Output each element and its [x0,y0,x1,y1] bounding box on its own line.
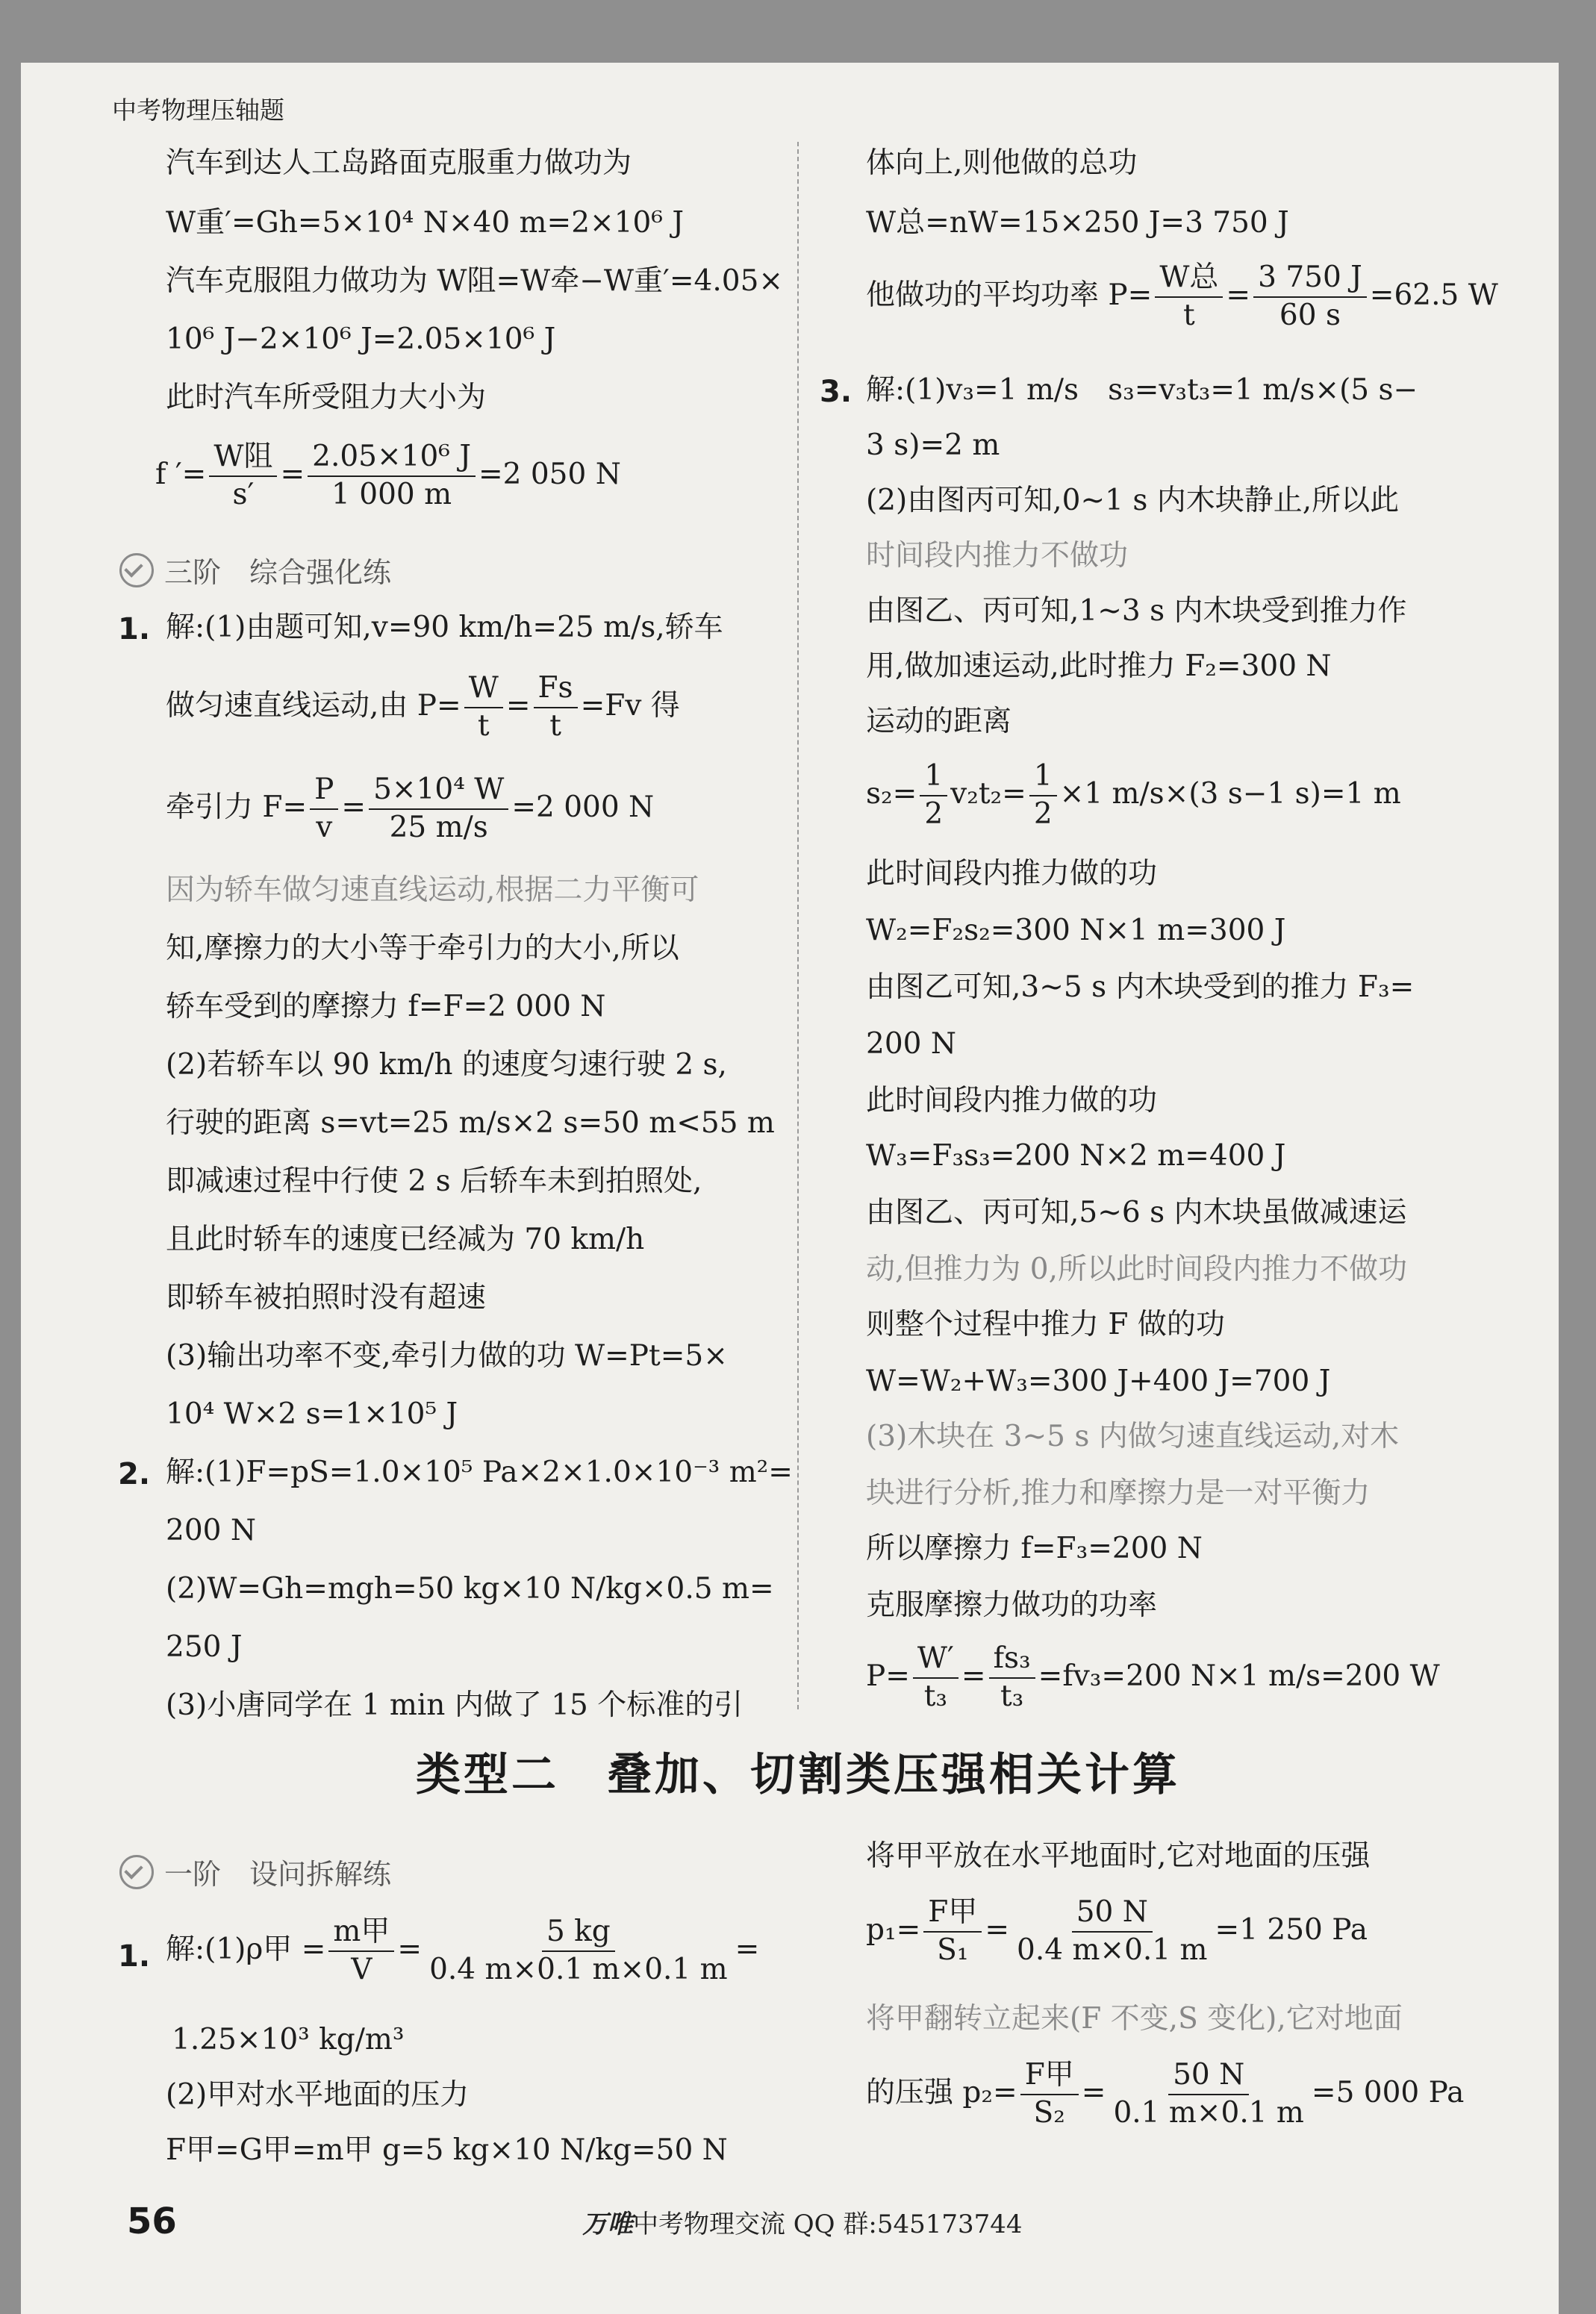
text-line: W=W₂+W₃=300 J+400 J=700 J [866,1365,1331,1398]
formula-line: f ′= $\frac{\text{W阻}}{s'}$ = $\frac{\text{2.05×10⁶ J}}{1 000 m}$ =2 050 N [155,440,621,511]
text-line: 块进行分析,推力和摩擦力是一对平衡力 [866,1476,1371,1510]
text-line: F甲=G甲=m甲 g=5 kg×10 N/kg=50 N [166,2133,728,2167]
text-line: W₂=F₂s₂=300 N×1 m=300 J [866,914,1286,947]
text-line: 即减速过程中行使 2 s 后轿车未到拍照处, [166,1164,702,1198]
text-line: 轿车受到的摩擦力 f=F=2 000 N [166,990,606,1023]
section-heading: 一阶 设问拆解练 [119,1851,391,1892]
formula-line: 他做功的平均功率 P= $\frac{\text{W总}}{t}$ = $\frac{3 750 J}{60 s}$ =62.5 W [866,261,1498,332]
text-line: 知,摩擦力的大小等于牵引力的大小,所以 [166,932,679,965]
check-circle-icon [119,553,154,587]
fraction: $\frac{\text{W阻}}{s'}$ [209,440,277,512]
text-line: 1.25×10³ kg/m³ [172,2023,405,2056]
fraction: $\frac{5 kg}{0.4 m\times 0.1 m\times 0.1 m}$ [429,1915,728,1986]
question-number: 2. [118,1457,151,1491]
text-line: 解:(1)F=pS=1.0×10⁵ Pa×2×1.0×10⁻³ m²= [166,1456,793,1489]
fraction: $\frac{\text{W总}}{t}$ [1155,261,1223,333]
formula-line: 做匀速直线运动,由 P= $\frac{W}{t}$ = $\frac{Fs}{t}$ =Fv 得 [166,671,680,743]
text-line: (3)小唐同学在 1 min 内做了 15 个标准的引 [166,1688,744,1722]
text-line: 则整个过程中推力 F 做的功 [866,1308,1225,1341]
formula-line: s₂= $\frac{1}{2}$ v₂t₂= $\frac{1}{2}$ ×1 m/s×(3 s−1 s)=1 m [866,759,1401,831]
text-line: 由图乙、丙可知,1~3 s 内木块受到推力作 [866,594,1407,628]
text-line: (3)输出功率不变,牵引力做的功 W=Pt=5× [166,1339,728,1373]
text-line: 用,做加速运动,此时推力 F₂=300 N [866,649,1332,683]
fraction: $\frac{1}{2}$ [1029,760,1057,832]
check-circle-icon [119,1855,154,1889]
formula-line: p₁= $\frac{\text{F甲}}{\text{S₁}}$ = $\frac{50 N}{0.4 m\times 0.1 m}$ =1 250 Pa [866,1895,1368,1967]
text-line: 即轿车被拍照时没有超速 [166,1281,487,1315]
question-number: 1. [118,1939,151,1974]
text-line: 将甲平放在水平地面时,它对地面的压强 [866,1839,1371,1873]
text-line: 动,但推力为 0,所以此时间段内推力不做功 [866,1253,1408,1286]
text-line: 且此时轿车的速度已经减为 70 km/h [166,1223,645,1256]
footer-text [582,2204,1023,2240]
fraction: $\frac{\text{5×10⁴ W}}{25 m/s}$ [369,773,508,845]
text-line: 因为轿车做匀速直线运动,根据二力平衡可 [166,873,699,907]
text-line: 解:(1)v₃=1 m/s s₃=v₃t₃=1 m/s×(5 s− [866,373,1418,407]
running-header: 中考物理压轴题 [112,96,284,125]
text-line: (2)由图丙可知,0~1 s 内木块静止,所以此 [866,484,1400,517]
text-line: 汽车到达人工岛路面克服重力做功为 [166,146,632,180]
column-divider [797,142,799,1709]
text-line: 行驶的距离 s=vt=25 m/s×2 s=50 m<55 m [166,1106,775,1140]
section-title: 类型二 叠加、切割类压强相关计算 [416,1749,1180,1801]
text-line: 解:(1)由题可知,v=90 km/h=25 m/s,轿车 [166,611,723,644]
text-line: 汽车克服阻力做功为 W阻=W牵−W重′=4.05× [166,264,784,298]
fraction: $\frac{\text{2.05×10⁶ J}}{1 000 m}$ [308,440,476,512]
fraction: $\frac{3 750 J}{60 s}$ [1253,261,1367,333]
fraction: $\frac{Fs}{t}$ [534,672,578,743]
text-line: 此时间段内推力做的功 [866,1084,1158,1117]
fraction: $\frac{50 N}{0.1 m\times 0.1 m}$ [1113,2058,1304,2130]
text-line: (2)甲对水平地面的压力 [166,2078,470,2112]
question-number: 3. [820,375,852,409]
section-heading: 三阶 综合强化练 [119,549,391,590]
text-line: 此时间段内推力做的功 [866,857,1158,891]
fraction: $\frac{W}{t}$ [464,672,503,743]
text-line: (2)W=Gh=mgh=50 kg×10 N/kg×0.5 m= [166,1572,774,1606]
text-line: 运动的距离 [866,705,1012,738]
brand-logo: 万唯 [582,2209,633,2239]
text-line: 250 J [166,1630,243,1664]
text-line: 由图乙可知,3~5 s 内木块受到的推力 F₃= [866,970,1415,1004]
formula-line: 牵引力 F= $\frac{P}{v}$ = $\frac{\text{5×10⁴ W}}{25 m/s}$ =2 000 N [166,773,655,844]
text-line: 克服摩擦力做功的功率 [866,1588,1158,1622]
fraction: $\frac{\text{fs₃}}{\text{t₃}}$ [989,1642,1035,1714]
text-line: (2)若轿车以 90 km/h 的速度匀速行驶 2 s, [166,1048,727,1082]
text-line: 3 s)=2 m [866,428,1000,462]
text-line: W总=nW=15×250 J=3 750 J [866,206,1289,240]
fraction: $\frac{\text{m甲}}{V}$ [328,1915,394,1987]
fraction: $\frac{\text{F甲}}{\text{S₂}}$ [1020,2059,1079,2130]
text-line: 10⁴ W×2 s=1×10⁵ J [166,1397,458,1431]
text-line: 时间段内推力不做功 [866,539,1129,573]
fraction: $\frac{\text{F甲}}{\text{S₁}}$ [923,1896,982,1968]
fraction: $\frac{P}{v}$ [310,773,338,845]
text-line: 10⁶ J−2×10⁶ J=2.05×10⁶ J [166,322,556,356]
formula-line: 解:(1)ρ甲 = $\frac{\text{m甲}}{V}$ = $\frac{5 kg}{0.4 m\times 0.1 m\times 0.1 m}$ = [166,1915,760,1986]
fraction: $\frac{W'}{\text{t₃}}$ [913,1642,958,1714]
text-line: (3)木块在 3~5 s 内做匀速直线运动,对木 [866,1420,1400,1453]
text-line: 由图乙、丙可知,5~6 s 内木块虽做减速运 [866,1196,1407,1229]
text-line: 此时汽车所受阻力大小为 [166,381,487,414]
text-line: 体向上,则他做的总功 [866,146,1138,180]
fraction: $\frac{50 N}{0.4 m\times 0.1 m}$ [1017,1895,1208,1967]
text-line: W重′=Gh=5×10⁴ N×40 m=2×10⁶ J [166,206,684,240]
formula-line: 的压强 p₂= $\frac{\text{F甲}}{\text{S₂}}$ = $\frac{50 N}{0.1 m\times 0.1 m}$ =5 000 Pa [866,2058,1465,2130]
text-line: 所以摩擦力 f=F₃=200 N [866,1532,1203,1565]
text-line: 200 N [166,1514,256,1547]
question-number: 1. [118,612,151,646]
page-number: 56 [127,2201,177,2242]
text-line: 200 N [866,1027,956,1061]
qq-group: 中考物理交流 QQ 群:545173744 [633,2209,1023,2239]
formula-line: P= $\frac{W'}{\text{t₃}}$ = $\frac{\text{fs₃}}{\text{t₃}}$ =fv₃=200 N×1 m/s=200 W [866,1641,1440,1713]
text-line: 将甲翻转立起来(F 不变,S 变化),它对地面 [866,2002,1403,2036]
text-line: W₃=F₃s₃=200 N×2 m=400 J [866,1139,1286,1173]
fraction: $\frac{1}{2}$ [920,760,947,832]
